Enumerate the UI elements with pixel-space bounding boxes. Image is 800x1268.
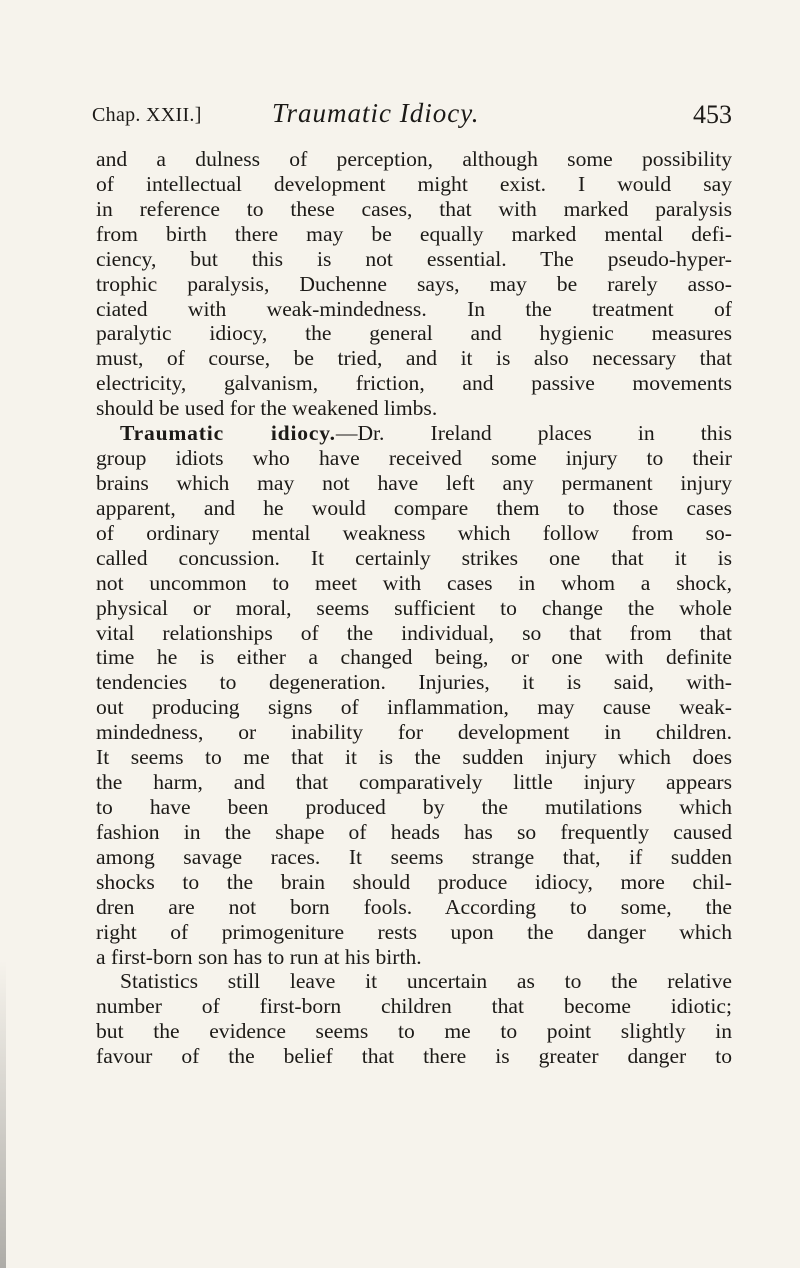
running-title: Traumatic Idiocy. — [272, 98, 480, 128]
text-line: fashion in the shape of heads has so frequently caused — [96, 819, 732, 844]
section-first-line-text: —Dr. Ireland places in this — [335, 421, 732, 446]
text-line: in reference to these cases, that with marked paralysis — [96, 196, 732, 221]
text-line: of intellectual development might exist. I would say — [96, 171, 732, 196]
page-header — [92, 98, 732, 138]
text-line: brains which may not have left any permanent injury — [96, 470, 732, 495]
text-line: group idiots who have received some injury to their — [96, 446, 732, 471]
text-line: should be used for the weakened limbs. — [96, 396, 438, 421]
text-line: number of first-born children that become idiotic; — [96, 994, 732, 1019]
text-line: out producing signs of inflammation, may cause weak- — [96, 695, 732, 720]
text-line: apparent, and he would compare them to those cases — [96, 495, 732, 520]
text-line: ciated with weak-mindedness. In the treatment of — [96, 296, 732, 321]
text-line: mindedness, or inability for development in children. — [96, 720, 732, 745]
text-line: Statistics still leave it uncertain as to the relative — [120, 969, 732, 994]
text-line: electricity, galvanism, friction, and passive movements — [96, 371, 732, 396]
text-line: of ordinary mental weakness which follow from so- — [96, 520, 732, 545]
page-edge-shadow — [0, 960, 6, 1268]
text-line: ciency, but this is not essential. The pseudo-hyper- — [96, 246, 732, 271]
text-line: must, of course, be tried, and it is also necessary that — [96, 346, 732, 371]
text-line: not uncommon to meet with cases in whom a shock, — [96, 570, 732, 595]
text-line: time he is either a changed being, or one with definite — [96, 645, 732, 670]
chapter-label: Chap. XXII.] — [92, 104, 202, 126]
text-line: from birth there may be equally marked mental defi- — [96, 221, 732, 246]
text-line: called concussion. It certainly strikes one that it is — [96, 545, 732, 570]
text-line: vital relationships of the individual, so that from that — [96, 620, 732, 645]
text-line: favour of the belief that there is greater danger to — [96, 1044, 732, 1069]
text-line: among savage races. It seems strange that, if sudden — [96, 844, 732, 869]
text-line: shocks to the brain should produce idiocy, more chil- — [96, 869, 732, 894]
text-line: a first-born son has to run at his birth. — [96, 944, 422, 969]
text-line: to have been produced by the mutilations which — [96, 794, 732, 819]
text-line: paralytic idiocy, the general and hygienic measures — [96, 321, 732, 346]
text-line: but the evidence seems to me to point slightly in — [96, 1019, 732, 1044]
section-heading: Traumatic idiocy. — [120, 421, 336, 446]
page-number: 453 — [693, 100, 732, 129]
section-first-line — [96, 421, 732, 446]
text-line: physical or moral, seems sufficient to change the whole — [96, 595, 732, 620]
text-line: right of primogeniture rests upon the danger which — [96, 919, 732, 944]
text-line: and a dulness of perception, although some possibility — [96, 147, 732, 171]
text-line: It seems to me that it is the sudden injury which does — [96, 745, 732, 770]
text-line: the harm, and that comparatively little injury appears — [96, 770, 732, 795]
text-line: tendencies to degeneration. Injuries, it is said, with- — [96, 670, 732, 695]
text-line: trophic paralysis, Duchenne says, may be rarely asso- — [96, 271, 732, 296]
body-text — [96, 147, 732, 1069]
text-line: dren are not born fools. According to some, the — [96, 894, 732, 919]
